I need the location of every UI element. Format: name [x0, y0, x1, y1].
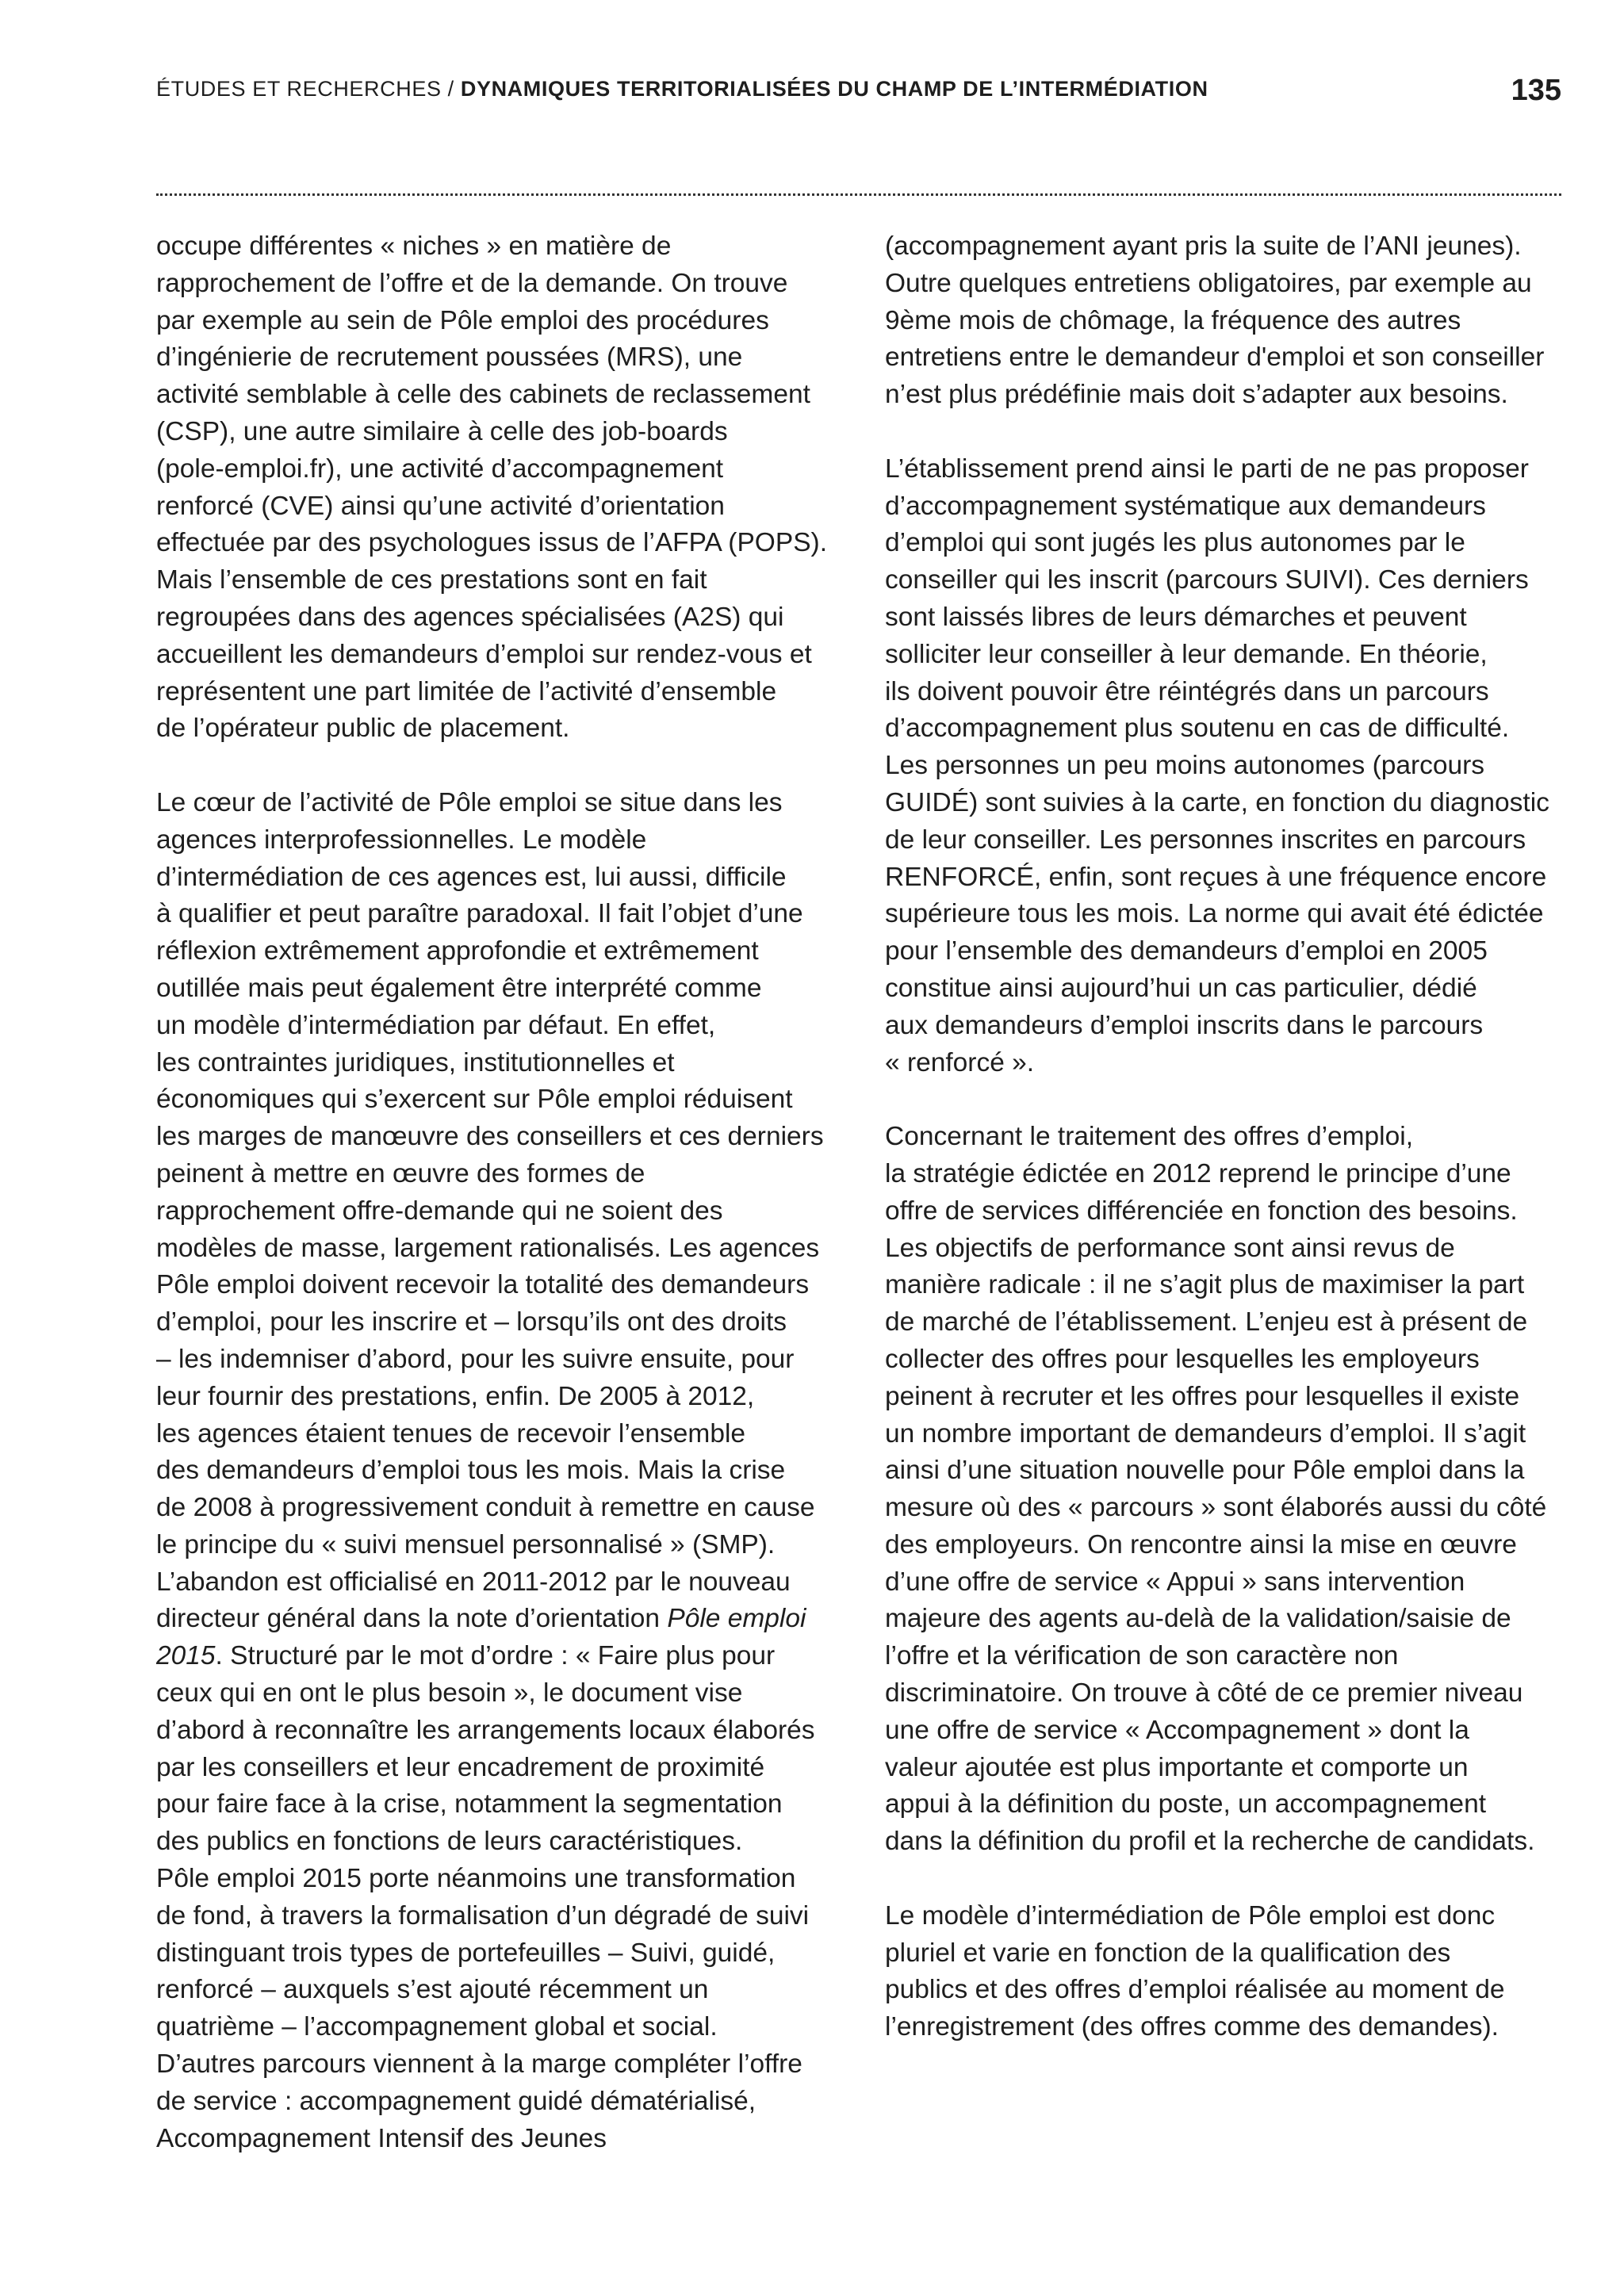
page-number: 135	[1511, 74, 1561, 107]
text-line: peinent à mettre en œuvre des formes de	[156, 1158, 645, 1188]
text-line: rapprochement offre-demande qui ne soient des	[156, 1196, 723, 1226]
text-line: Pôle emploi 2015 porte néanmoins une transformation	[156, 1864, 796, 1894]
text-line: d’une offre de service « Appui » sans intervention	[885, 1567, 1465, 1597]
text-line: Les personnes un peu moins autonomes (parcours	[885, 751, 1485, 781]
text-line: pour faire face à la crise, notamment la segmentation	[156, 1789, 783, 1820]
text-line: la stratégie édictée en 2012 reprend le principe d’une	[885, 1158, 1511, 1188]
text-line: pluriel et varie en fonction de la qualification des	[885, 1938, 1451, 1968]
text-line: solliciter leur conseiller à leur demande. En théorie,	[885, 639, 1488, 669]
text-line: outillée mais peut également être interprété comme	[156, 973, 762, 1003]
text-line: discriminatoire. On trouve à côté de ce premier niveau	[885, 1678, 1523, 1709]
text-line: dans la définition du profil et la recherche de candidats.	[885, 1827, 1535, 1857]
text-line: par les conseillers et leur encadrement de proximité	[156, 1752, 765, 1782]
text-line: Le cœur de l’activité de Pôle emploi se situe dans les	[156, 787, 783, 817]
publication-title-italic: 2015	[156, 1641, 216, 1671]
text-line: les agences étaient tenues de recevoir l’ensemble	[156, 1418, 746, 1448]
text-line	[156, 1638, 838, 1675]
text-line: ceux qui en ont le plus besoin », le document vise	[156, 1678, 743, 1709]
text-line: une offre de service « Accompagnement » dont la	[885, 1715, 1469, 1745]
text-line: (accompagnement ayant pris la suite de l’ANI jeunes).	[885, 232, 1522, 261]
text-line: de service : accompagnement guidé dématérialisé,	[156, 2086, 756, 2116]
text-line: d’accompagnement systématique aux demandeurs	[885, 491, 1486, 521]
text-line: des demandeurs d’emploi tous les mois. Mais la crise	[156, 1456, 786, 1486]
text-line: de fond, à travers la formalisation d’un dégradé de suivi	[156, 1900, 810, 1931]
text-line: regroupées dans des agences spécialisées (A2S) qui	[156, 602, 784, 632]
text-line: à qualifier et peut paraître paradoxal. Il fait l’objet d’une	[156, 899, 803, 929]
text-line: modèles de masse, largement rationalisés. Les agences	[156, 1233, 820, 1263]
text-line: des publics en fonctions de leurs caractéristiques.	[156, 1827, 743, 1857]
text-line: des employeurs. On rencontre ainsi la mise en œuvre	[885, 1529, 1517, 1559]
text-line: supérieure tous les mois. La norme qui avait été édictée	[885, 899, 1544, 929]
text-line: L’abandon est officialisé en 2011-2012 par le nouveau	[156, 1567, 791, 1597]
text-line: L’établissement prend ainsi le parti de ne pas proposer	[885, 453, 1529, 484]
header-title	[156, 75, 1208, 103]
text-line: de l’opérateur public de placement.	[156, 714, 570, 744]
text-line: un modèle d’intermédiation par défaut. En effet,	[156, 1010, 716, 1040]
text-line: Les objectifs de performance sont ainsi revus de	[885, 1233, 1455, 1263]
text-line: « renforcé ».	[885, 1047, 1035, 1077]
text-line: renforcé (CVE) ainsi qu’une activité d’orientation	[156, 491, 725, 521]
text-line: manière radicale : il ne s’agit plus de maximiser la part	[885, 1270, 1525, 1300]
text-line: distinguant trois types de portefeuilles – Suivi, guidé,	[156, 1938, 776, 1968]
paragraph	[885, 1119, 1575, 1861]
text-line: d’intermédiation de ces agences est, lui aussi, difficile	[156, 862, 787, 892]
text-line: économiques qui s’exercent sur Pôle emploi réduisent	[156, 1085, 793, 1115]
text-segment: . Structuré par le mot d’ordre : « Faire plus pour	[215, 1641, 776, 1671]
publication-title-italic: Pôle emploi	[667, 1604, 806, 1634]
text-line: D’autres parcours viennent à la marge compléter l’offre	[156, 2049, 802, 2080]
text-line: 9ème mois de chômage, la fréquence des autres	[885, 305, 1461, 335]
paragraph	[885, 451, 1575, 1082]
text-line: accueillent les demandeurs d’emploi sur rendez-vous et	[156, 639, 812, 669]
text-line: réflexion extrêmement approfondie et extrêmement	[156, 936, 759, 966]
text-line: de leur conseiller. Les personnes inscrites en parcours	[885, 825, 1526, 855]
text-line: Pôle emploi doivent recevoir la totalité des demandeurs	[156, 1270, 810, 1300]
left-column	[156, 228, 838, 2157]
text-line: par exemple au sein de Pôle emploi des procédures	[156, 305, 769, 335]
text-line: d’emploi qui sont jugés les plus autonomes par le	[885, 528, 1465, 558]
paragraph-gap	[885, 1081, 1575, 1119]
text-line: (CSP), une autre similaire à celle des job-boards	[156, 416, 728, 446]
text-line: (pole-emploi.fr), une activité d’accompagnement	[156, 453, 724, 484]
text-line: valeur ajoutée est plus importante et comporte un	[885, 1752, 1469, 1782]
text-line: appui à la définition du poste, un accompagnement	[885, 1789, 1487, 1820]
text-line: GUIDÉ) sont suivies à la carte, en fonction du diagnostic	[885, 787, 1549, 817]
text-line: d’abord à reconnaître les arrangements locaux élaborés	[156, 1715, 815, 1745]
text-line: mesure où des « parcours » sont élaborés aussi du côté	[885, 1493, 1547, 1523]
text-line: RENFORCÉ, enfin, sont reçues à une fréquence encore	[885, 862, 1547, 892]
text-line: d’ingénierie de recrutement poussées (MRS), une	[156, 342, 743, 373]
text-line: les marges de manœuvre des conseillers et ces derniers	[156, 1122, 824, 1152]
text-line: aux demandeurs d’emploi inscrits dans le parcours	[885, 1010, 1484, 1040]
text-line: activité semblable à celle des cabinets de reclassement	[156, 380, 810, 410]
paragraph-part	[156, 785, 838, 1601]
text-line: l’enregistrement (des offres comme des demandes).	[885, 2012, 1499, 2042]
text-line: d’accompagnement plus soutenu en cas de difficulté.	[885, 714, 1510, 744]
text-line: de 2008 à progressivement conduit à remettre en cause	[156, 1493, 815, 1523]
text-line: offre de services différenciée en fonction des besoins.	[885, 1196, 1518, 1226]
paragraph	[885, 1898, 1575, 2046]
running-header	[156, 75, 1561, 122]
text-line	[156, 1601, 838, 1638]
paragraph-gap	[156, 748, 838, 785]
text-line: effectuée par des psychologues issus de l’AFPA (POPS).	[156, 528, 828, 558]
text-line: majeure des agents au-delà de la validation/saisie de	[885, 1604, 1511, 1634]
text-line: Concernant le traitement des offres d’emploi,	[885, 1122, 1414, 1152]
text-line: sont laissés libres de leurs démarches et peuvent	[885, 602, 1467, 632]
header-document-title: DYNAMIQUES TERRITORIALISÉES DU CHAMP DE L’INTERMÉDIATION	[460, 77, 1208, 101]
text-line: le principe du « suivi mensuel personnalisé » (SMP).	[156, 1529, 776, 1559]
text-line: peinent à recruter et les offres pour lesquelles il existe	[885, 1381, 1520, 1411]
text-line: leur fournir des prestations, enfin. De 2005 à 2012,	[156, 1381, 755, 1411]
text-line: représentent une part limitée de l’activité d’ensemble	[156, 676, 777, 706]
text-line: ils doivent pouvoir être réintégrés dans un parcours	[885, 676, 1489, 706]
text-line: occupe différentes « niches » en matière de	[156, 232, 672, 261]
text-line: quatrième – l’accompagnement global et social.	[156, 2012, 718, 2042]
paragraph	[156, 785, 838, 2157]
text-line: renforcé – auxquels s’est ajouté récemment un	[156, 1975, 709, 2005]
text-line: les contraintes juridiques, institutionnelles et	[156, 1047, 675, 1077]
text-line: rapprochement de l’offre et de la demande. On trouve	[156, 268, 788, 298]
text-line: publics et des offres d’emploi réalisée au moment de	[885, 1975, 1505, 2005]
paragraph-gap	[885, 1861, 1575, 1898]
text-line: Le modèle d’intermédiation de Pôle emploi est donc	[885, 1900, 1496, 1931]
text-line: ainsi d’une situation nouvelle pour Pôle emploi dans la	[885, 1456, 1525, 1486]
text-line: d’emploi, pour les inscrire et – lorsqu’ils ont des droits	[156, 1307, 787, 1337]
text-segment: directeur général dans la note d’orientation	[156, 1604, 668, 1634]
text-line: pour l’ensemble des demandeurs d’emploi en 2005	[885, 936, 1488, 966]
text-line: un nombre important de demandeurs d’emploi. Il s’agit	[885, 1418, 1526, 1448]
header-series: ÉTUDES ET RECHERCHES /	[156, 77, 454, 101]
text-line: n’est plus prédéfinie mais doit s’adapter aux besoins.	[885, 380, 1508, 410]
text-line: – les indemniser d’abord, pour les suivre ensuite, pour	[156, 1344, 795, 1374]
paragraph-gap	[885, 414, 1575, 451]
text-line: agences interprofessionnelles. Le modèle	[156, 825, 647, 855]
paragraph-part	[156, 1675, 838, 2157]
text-line: collecter des offres pour lesquelles les employeurs	[885, 1344, 1480, 1374]
text-line: l’offre et la vérification de son caractère non	[885, 1641, 1399, 1671]
right-column	[885, 228, 1575, 2046]
text-line: de marché de l’établissement. L’enjeu est à présent de	[885, 1307, 1528, 1337]
paragraph	[885, 228, 1575, 414]
text-line: constitue ainsi aujourd’hui un cas particulier, dédié	[885, 973, 1477, 1003]
text-line: conseiller qui les inscrit (parcours SUIVI). Ces derniers	[885, 565, 1529, 595]
text-line: Outre quelques entretiens obligatoires, par exemple au	[885, 268, 1532, 298]
header-dotted-divider	[156, 193, 1561, 196]
text-line: Mais l’ensemble de ces prestations sont en fait	[156, 565, 707, 595]
text-line: Accompagnement Intensif des Jeunes	[156, 2123, 607, 2153]
paragraph	[156, 228, 838, 748]
text-line: entretiens entre le demandeur d'emploi et son conseiller	[885, 342, 1545, 373]
